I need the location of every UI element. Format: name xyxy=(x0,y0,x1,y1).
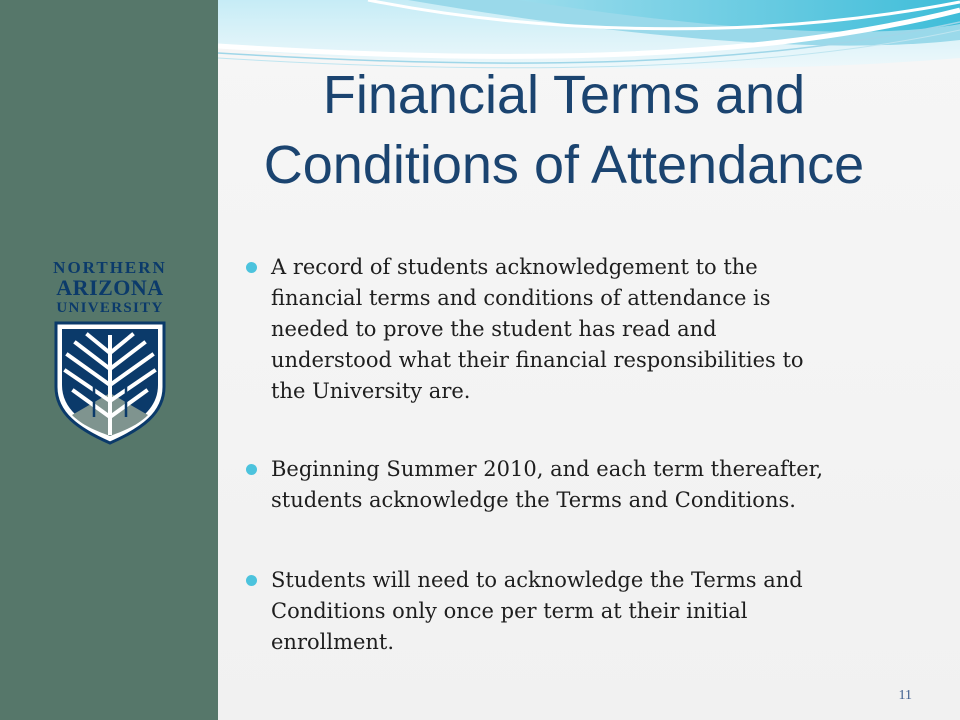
bullet-line: A record of students acknowledgement to the xyxy=(271,255,758,279)
bullet-item xyxy=(271,565,931,658)
title-line-1: Financial Terms and xyxy=(322,65,806,125)
logo-text-arizona: ARIZONA xyxy=(56,275,164,300)
bullet-line: understood what their financial responsibilities to xyxy=(271,348,804,372)
left-sidebar xyxy=(0,0,218,720)
bullet-line: Conditions only once per term at their initial xyxy=(271,599,748,623)
bullet-line: Students will need to acknowledge the Terms and xyxy=(271,568,803,592)
shield-icon xyxy=(54,321,166,445)
bullet-line: needed to prove the student has read and xyxy=(271,317,717,341)
bullet-icon xyxy=(246,464,257,475)
logo-text-northern: NORTHERN xyxy=(53,258,167,277)
bullet-item xyxy=(271,252,931,407)
bullet-line: enrollment. xyxy=(271,630,395,654)
bullet-line: students acknowledge the Terms and Conditions. xyxy=(271,488,796,512)
title-line-2: Conditions of Attendance xyxy=(263,135,865,195)
bullet-icon xyxy=(246,575,257,586)
slide-title xyxy=(218,60,910,200)
bullet-line: Beginning Summer 2010, and each term thereafter, xyxy=(271,457,824,481)
logo-text-university: UNIVERSITY xyxy=(56,300,164,316)
bullet-line: the University are. xyxy=(271,379,471,403)
slide-number: 11 xyxy=(898,688,912,703)
bullet-item xyxy=(271,454,931,516)
bullet-line: financial terms and conditions of attendance is xyxy=(271,286,771,310)
bullet-icon xyxy=(246,262,257,273)
nau-logo xyxy=(40,258,180,445)
